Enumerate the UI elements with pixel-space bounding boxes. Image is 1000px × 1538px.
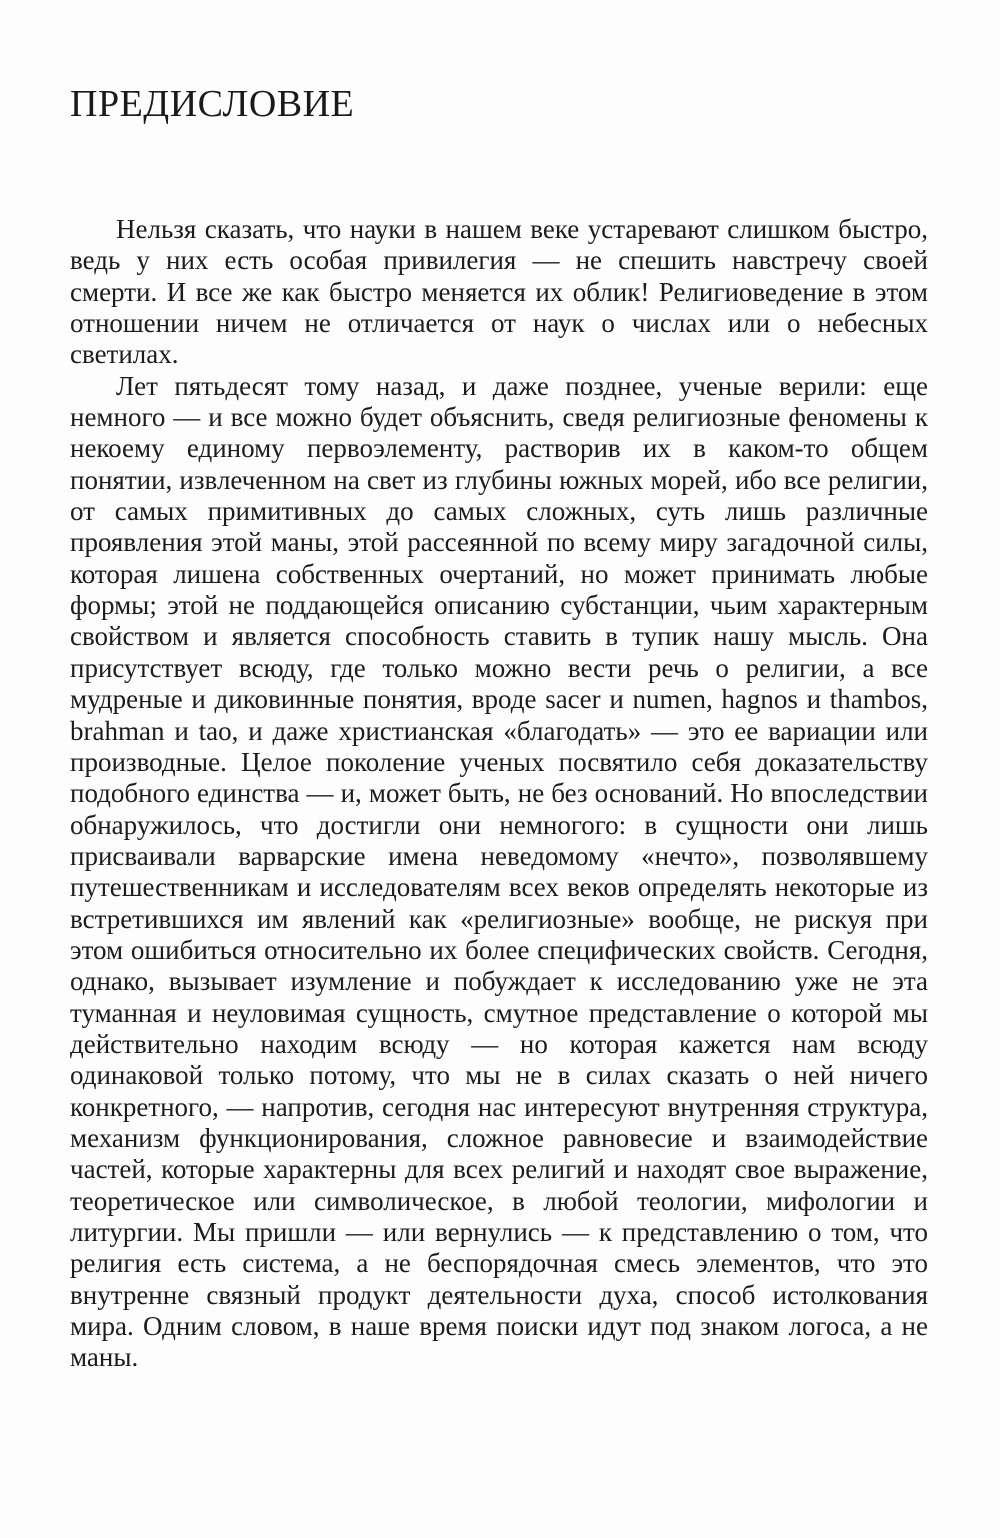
paragraph-1: Нельзя сказать, что науки в нашем веке устаревают слишком быстро, ведь у них есть особая привилегия — не спешить навстречу своей смерти. И все же как быстро меняется их облик! Религиоведение в этом отношении ничем не отличается от наук о числах или о небесных светилах. [70,214,928,370]
chapter-title: ПРЕДИСЛОВИЕ [70,83,355,125]
paragraph-2: Лет пятьдесят тому назад, и даже позднее, ученые верили: еще немного — и все можно будет объяснить, сведя религиозные феномены к некоему единому первоэлементу, растворив их в каком-то общем понятии, извлеченном на свет из глубины южных морей, ибо все религии, от самых примитивных до самых сложных, суть лишь различные проявления этой маны, этой рассеянной по всему миру загадочной силы, которая лишена собственных очертаний, но может принимать любые формы; этой не поддающейся описанию субстанции, чьим характерным свойством и является способность ставить в тупик нашу мысль. Она присутствует всюду, где только можно вести речь о религии, а все мудреные и диковинные понятия, вроде sacer и numen, hagnos и thambos, brahman и tao, и даже христианская «благодать» — это ее вариации или производные. Целое поколение ученых посвятило себя доказательству подобного единства — и, может быть, не без оснований. Но впоследствии обнаружилось, что достигли они немногого: в сущности они лишь присваивали варварские имена неведомому «нечто», позволявшему путешественникам и исследователям всех веков определять некоторые из встретившихся им явлений как «религиозные» вообще, не рискуя при этом ошибиться относительно их более специфических свойств. Сегодня, однако, вызывает изумление и побуждает к исследованию уже не эта туманная и неуловимая сущность, смутное представление о которой мы действительно находим всюду — но которая кажется нам всюду одинаковой только потому, что мы не в силах сказать о ней ничего конкретного, — напротив, сегодня нас интересуют внутренняя структура, механизм функционирования, сложное равновесие и взаимодействие частей, которые характерны для всех религий и находят свое выражение, теоретическое или символическое, в любой теологии, мифологии и литургии. Мы пришли — или вернулись — к представлению о том, что религия есть система, а не беспорядочная смесь элементов, что это внутренне связный продукт деятельности духа, способ истолкования мира. Одним словом, в наше время поиски идут под знаком логоса, а не маны. [70,370,928,1373]
body-text [70,214,928,1374]
